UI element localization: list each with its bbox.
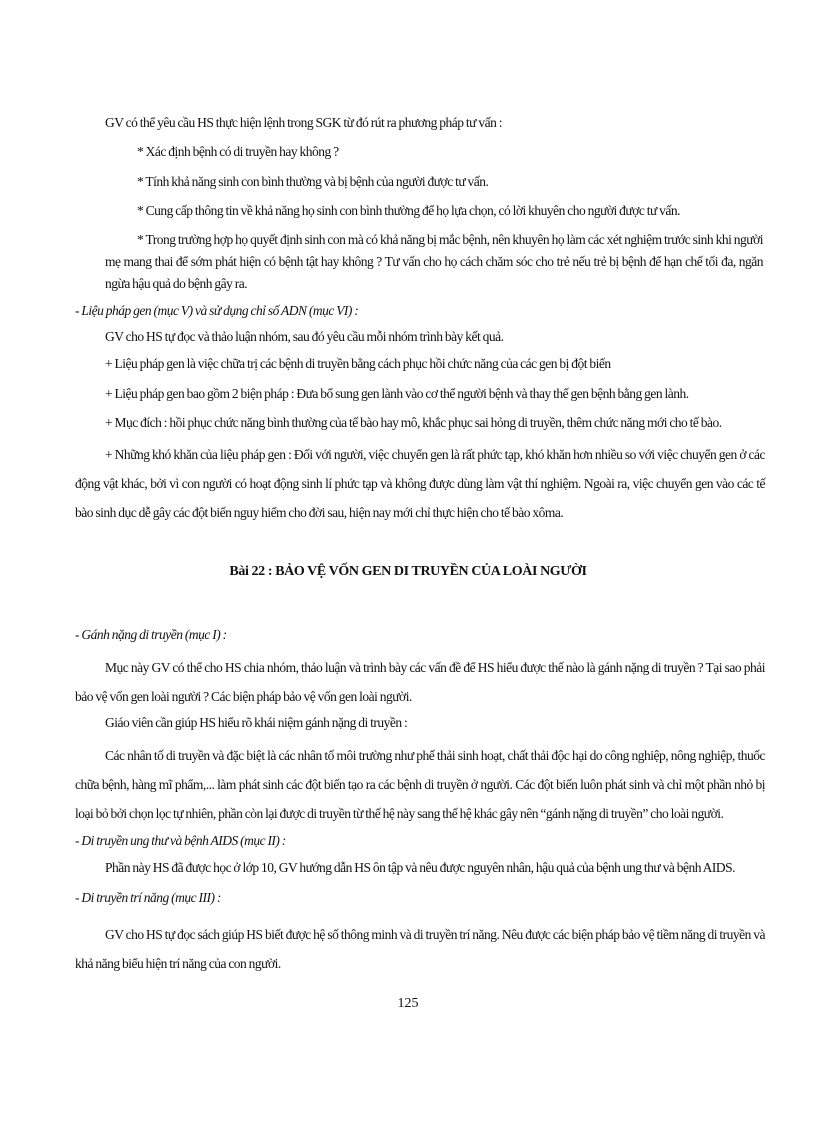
section2-para-1: GV cho HS tự đọc và thảo luận nhóm, sau đó yêu cầu mỗi nhóm trình bày kết quả. bbox=[105, 329, 504, 344]
bullet-2: * Tính khả năng sinh con bình thường và bị bệnh của người được tư vấn. bbox=[137, 174, 489, 189]
section3-heading: - Gánh nặng di truyền (mục I) : bbox=[75, 627, 227, 642]
section4-para: Phần này HS đã được học ở lớp 10, GV hướng dẫn HS ôn tập và nêu được nguyên nhân, hậu quả của bệnh ung thư và bệnh AIDS. bbox=[105, 860, 735, 875]
section2-heading: - Liệu pháp gen (mục V) và sử dụng chỉ số ADN (mục VI) : bbox=[75, 303, 359, 318]
bullet-1: * Xác định bệnh có di truyền hay không ? bbox=[137, 144, 339, 159]
bullet-3: * Cung cấp thông tin về khả năng họ sinh con bình thường để họ lựa chọn, có lời khuyên cho người được tư vấn. bbox=[137, 203, 681, 218]
section1-intro: GV có thể yêu cầu HS thực hiện lệnh trong SGK từ đó rút ra phương pháp tư vấn : bbox=[105, 115, 502, 130]
section3-para-3: Các nhân tố di truyền và đặc biệt là các nhân tố môi trường như phế thải sinh hoạt, chất thải độc hại do công nghiệp, nông nghiệp, thuốc chữa bệnh, hàng mĩ phẩm,... làm phát sinh các đột biến tạo ra các bệnh di truyền ở người. Các đột biến luôn phát sinh và chỉ một phần nhỏ bị loại bỏ bởi chọn lọc tự nhiên, phần còn lại được di truyền từ thế hệ này sang thế hệ khác gây nên “gánh nặng di truyền” cho loài người. bbox=[75, 748, 765, 821]
section4-heading: - Di truyền ung thư và bệnh AIDS (mục II) : bbox=[75, 833, 286, 848]
section2-para-2: + Liệu pháp gen là việc chữa trị các bệnh di truyền bằng cách phục hồi chức năng của các gen bị đột biến bbox=[105, 356, 611, 371]
section2-para-5: + Những khó khăn của liệu pháp gen : Đối với người, việc chuyển gen là rất phức tạp, khó khăn hơn nhiều so với việc chuyển gen ở các động vật khác, bởi vì con người có hoạt động sinh lí phức tạp và không được dùng làm vật thí nghiệm. Ngoài ra, việc chuyển gen vào các tế bào sinh dục dễ gây các đột biến nguy hiểm cho đời sau, hiện nay mới chỉ thực hiện cho tế bào xôma. bbox=[75, 447, 765, 520]
page-number: 125 bbox=[397, 996, 419, 1011]
section5-heading: - Di truyền trí năng (mục III) : bbox=[75, 890, 221, 905]
lesson-title: Bài 22 : BẢO VỆ VỐN GEN DI TRUYỀN CỦA LOÀI NGƯỜI bbox=[229, 564, 587, 579]
section2-para-4: + Mục đích : hồi phục chức năng bình thường của tế bào hay mô, khắc phục sai hỏng di truyền, thêm chức năng mới cho tế bào. bbox=[105, 415, 722, 430]
section2-para-3: + Liệu pháp gen bao gồm 2 biện pháp : Đưa bổ sung gen lành vào cơ thể người bệnh và thay thế gen bệnh bằng gen lành. bbox=[105, 386, 689, 401]
bullet-4: * Trong trường hợp họ quyết định sinh con mà có khả năng bị mắc bệnh, nên khuyên họ làm các xét nghiệm trước sinh khi người mẹ mang thai để sớm phát hiện có bệnh tật hay không ? Tư vấn cho họ cách chăm sóc cho trẻ nếu trẻ bị bệnh để hạn chế tối đa, ngăn ngừa hậu quả do bệnh gây ra. bbox=[105, 232, 763, 291]
section3-para-2: Giáo viên cần giúp HS hiểu rõ khái niệm gánh nặng di truyền : bbox=[105, 715, 408, 730]
section3-para-1: Mục này GV có thể cho HS chia nhóm, thảo luận và trình bày các vấn đề để HS hiểu được thế nào là gánh nặng di truyền ? Tại sao phải bảo vệ vốn gen loài người ? Các biện pháp bảo vệ vốn gen loài người. bbox=[75, 660, 765, 704]
section5-para: GV cho HS tự đọc sách giúp HS biết được hệ số thông minh và di truyền trí năng. Nêu được các biện pháp bảo vệ tiềm năng di truyền và khả năng biểu hiện trí năng của con người. bbox=[75, 927, 765, 971]
